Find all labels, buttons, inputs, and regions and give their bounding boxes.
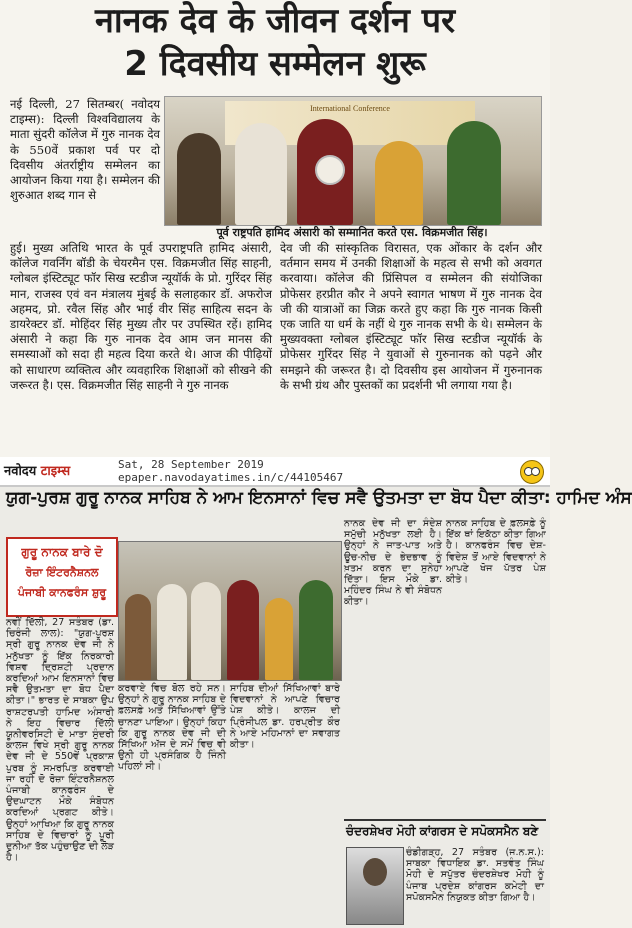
punjabi-column-5: ਨਾਨਕ ਸਾਹਿਬ ਦੇ ਫ਼ਲਸਫ਼ੇ ਨੂੰ ਇੱਕ ਥਾਂ ਇਕੱਠਾ ਕੀਤਾ ਗਿਆ ਹੈ। ਕਾਨਫਰੰਸ ਵਿਚ ਦੇਸ਼-ਵਿਦੇਸ਼ ਤੋਂ ਆਏ ਵਿਦਵਾਨਾਂ ਨੇ ਆਪਣੇ ਖੋਜ ਪੱਤਰ ਪੇਸ਼ ਕੀਤੇ। xyxy=(446,518,546,586)
subheading-line-3: ਪੰਜਾਬੀ ਕਾਨਫਰੰਸ ਸ਼ੁਰੂ xyxy=(17,586,107,599)
person-figure xyxy=(375,141,423,225)
epaper-stamp xyxy=(118,458,343,484)
person-figure xyxy=(191,582,221,680)
punjabi-column-1: ਨਵੀਂ ਦਿੱਲੀ, 27 ਸਤੰਬਰ (ਡਾ. ਚਿਰੰਜੀ ਲਾਲ): "ਯੁਗ-ਪੁਰਸ਼ ਸ੍ਰੀ ਗੁਰੂ ਨਾਨਕ ਦੇਵ ਜੀ ਨੇ ਮਨੁੱਖਤਾ ਨੂੰ ਇੱਕ ਨਿਰਕਾਰੀ ਵਿਸ਼ਵ ਦ੍ਰਿਸ਼ਟੀ ਪ੍ਰਦਾਨ ਕਰਦਿਆਂ ਆਮ ਇਨਸਾਨਾਂ ਵਿਚ ਸਵੈ ਉਤਮਤਾ ਦਾ ਬੋਧ ਪੈਦਾ ਕੀਤਾ।" ਭਾਰਤ ਦੇ ਸਾਬਕਾ ਉਪ ਰਾਸ਼ਟਰਪਤੀ ਹਾਮਿਦ ਅੰਸਾਰੀ ਨੇ ਇਹ ਵਿਚਾਰ ਦਿੱਲੀ ਯੂਨੀਵਰਸਿਟੀ ਦੇ ਮਾਤਾ ਸੁੰਦਰੀ ਕਾਲਜ ਵਿਖੇ ਸ੍ਰੀ ਗੁਰੂ ਨਾਨਕ ਦੇਵ ਜੀ ਦੇ 550ਵੇਂ ਪ੍ਰਕਾਸ਼ ਪੁਰਬ ਨੂੰ ਸਮਰਪਿਤ ਕਰਵਾਈ ਜਾ ਰਹੀ ਦੋ ਰੋਜ਼ਾ ਇੰਟਰਨੈਸ਼ਨਲ ਪੰਜਾਬੀ ਕਾਨਫਰੰਸ ਦੇ ਉਦਘਾਟਨ ਮੌਕੇ ਸੰਬੋਧਨ ਕਰਦਿਆਂ ਪ੍ਰਗਟ ਕੀਤੇ। ਉਨ੍ਹਾਂ ਆਖਿਆ ਕਿ ਗੁਰੂ ਨਾਨਕ ਸਾਹਿਬ ਦੇ ਵਿਚਾਰਾਂ ਨੂੰ ਪੂਰੀ ਦੁਨੀਆ ਤੱਕ ਪਹੁੰਚਾਉਣ ਦੀ ਲੋੜ ਹੈ। xyxy=(6,617,114,864)
punjabi-headline: ਯੁਗ-ਪੁਰਸ਼ ਗੁਰੂ ਨਾਨਕ ਸਾਹਿਬ ਨੇ ਆਮ ਇਨਸਾਨਾਂ ਵਿਚ ਸਵੈ ਉਤਮਤਾ ਦਾ ਬੋਧ ਪੈਦਾ ਕੀਤਾ: ਹਾਮਿਦ ਅੰਸ xyxy=(6,488,632,508)
subheading-line-2: ਰੋਜ਼ਾ ਇੰਟਰਨੈਸ਼ਨਲ xyxy=(25,566,99,579)
subheading-box xyxy=(6,537,118,617)
punjabi-column-2: ਕਰਵਾਏ ਵਿਚ ਬੋਲ ਰਹੇ ਸਨ। ਉਨ੍ਹਾਂ ਨੇ ਗੁਰੂ ਨਾਨਕ ਸਾਹਿਬ ਦੇ ਫ਼ਲਸਫ਼ੇ ਅਤੇ ਸਿੱਖਿਆਵਾਂ ਉੱਤੇ ਚਾਨਣਾ ਪਾਇਆ। ਉਨ੍ਹਾਂ ਕਿਹਾ ਕਿ ਗੁਰੂ ਨਾਨਕ ਦੇਵ ਜੀ ਦੀ ਸਿੱਖਿਆ ਅੱਜ ਦੇ ਸਮੇਂ ਵਿਚ ਵੀ ਉਨੀ ਹੀ ਪ੍ਰਸੰਗਿਕ ਹੈ ਜਿੰਨੀ ਪਹਿਲਾਂ ਸੀ। xyxy=(118,683,226,773)
article-dateline-paragraph: नई दिल्ली, 27 सितम्बर( नवोदय टाइम्स): दिल्ली विश्वविद्यालय के माता सुंदरी कॉलेज में गुरु नानक देव के 550वें प्रकाश पर्व पर दो दिवसीय अंतर्राष्ट्रीय सम्मेलन का आयोजन किया गया है। सम्मेलन की शुरुआत शब्द गान से xyxy=(10,97,160,203)
person-figure xyxy=(227,580,259,680)
logo-part-2: टाइम्स xyxy=(40,464,71,479)
photo-caption: पूर्व राष्ट्रपति हामिद अंसारी को सम्मानित करते एस. विक्रमजीत सिंह। xyxy=(216,226,488,239)
side-news-headline: ਚੰਦਰਸ਼ੇਖਰ ਮੋਹੀ ਕਾਂਗਰਸ ਦੇ ਸਪੋਕਸਮੈਨ ਬਣੇ xyxy=(346,824,539,838)
banner-text: International Conference xyxy=(310,104,390,113)
person-figure xyxy=(299,580,333,680)
epaper-date: Sat, 28 September 2019 xyxy=(118,458,264,471)
punjabi-clipping xyxy=(0,457,632,928)
newspaper-logo xyxy=(4,461,70,479)
person-figure xyxy=(157,584,187,680)
person-figure xyxy=(447,121,501,225)
punjabi-column-3: ਸਾਹਿਬ ਦੀਆਂ ਸਿੱਖਿਆਵਾਂ ਬਾਰੇ ਵਿਦਵਾਨਾਂ ਨੇ ਆਪਣੇ ਵਿਚਾਰ ਪੇਸ਼ ਕੀਤੇ। ਕਾਲਜ ਦੀ ਪ੍ਰਿੰਸੀਪਲ ਡਾ. ਹਰਪ੍ਰੀਤ ਕੌਰ ਨੇ ਆਏ ਮਹਿਮਾਨਾਂ ਦਾ ਸਵਾਗਤ ਕੀਤਾ। xyxy=(230,683,340,751)
epaper-header-strip xyxy=(0,457,550,487)
headline-line-1: नानक देव के जीवन दर्शन पर xyxy=(95,1,455,41)
portrait-photo xyxy=(346,847,404,925)
person-figure xyxy=(177,133,221,225)
event-photo xyxy=(164,96,542,226)
article-column-left: हुई। मुख्य अतिथि भारत के पूर्व उपराष्ट्रपति हामिद अंसारी, कॉलेज गवर्निंग बॉडी के चेयरमैन एस. विक्रमजीत सिंह साहनी, ग्लोबल इंस्टिट्यूट फॉर सिख स्टडीज न्यूयॉर्क के प्रो. गुरिंदर सिंह मान, राजस्व एवं वन मंत्रालय मुंबई के सलाहकार डॉ. अफरोज अहमद, प्रो. रवैल सिंह और भाई वीर सिंह साहित्य सदन के डायरेक्टर डॉ. मोहिंदर सिंह मुख्य तौर पर उपस्थित रहें। हामिद अंसारी ने कहा कि गुरु नानक देव आम जन मानस की समस्याओं को सदा ही महत्व दिया करते थे। आज की पीढ़ियों को साधारण व्यक्तित्व और व्यवहारिक शिक्षाओं को सीखने की जरूरत है। एस. विक्रमजीत सिंह साहनी ने गुरु नानक xyxy=(10,241,272,392)
hindi-article xyxy=(0,0,550,457)
logo-part-1: नवोदय xyxy=(4,464,37,479)
article-headline xyxy=(8,0,542,84)
person-figure xyxy=(125,594,151,680)
epaper-url[interactable]: epaper.navodayatimes.in/c/44105467 xyxy=(118,471,344,484)
side-news-item xyxy=(344,819,546,927)
punjabi-event-photo xyxy=(118,541,342,681)
owl-mascot-icon xyxy=(520,460,544,484)
subheading-line-1: ਗੁਰੂ ਨਾਨਕ ਬਾਰੇ ਦੋ xyxy=(21,545,103,559)
memento-plaque xyxy=(315,155,345,185)
headline-line-2: 2 दिवसीय सम्मेलन शुरू xyxy=(124,44,426,84)
person-figure xyxy=(265,598,293,680)
article-column-right: देव जी की सांस्कृतिक विरासत, एक ओंकार के दर्शन और वर्तमान समय में उनकी शिक्षाओं के महत्व से सभी को अवगत करवाया। कॉलेज की प्रिंसिपल व सम्मेलन की संयोजिका प्रोफेसर हरप्रीत कौर ने अपने स्वागत भाषण में गुरु नानक देव जी की यात्राओं का जिक्र करते हुए कहा कि गुरु नानक किसी एक जाति या धर्म के नहीं थे गुरु नानक सभी के थे। सम्मेलन के मुख्यवक्ता ग्लोबल इंस्टिट्यूट फॉर सिख स्टडीज न्यूयॉर्क के प्रोफेसर गुरिंदर सिंह ने युवाओं से गुरुनानक को पढ़ने और समझने की जरूरत है। दो दिवसीय इस आयोजन में गुरुनानक के सभी ग्रंथ और पुस्तकों का प्रदर्शनी भी लगाया गया है। xyxy=(280,241,542,392)
person-figure xyxy=(235,123,287,225)
punjabi-column-4: ਨਾਨਕ ਦੇਵ ਜੀ ਦਾ ਸੰਦੇਸ਼ ਸਮੁੱਚੀ ਮਨੁੱਖਤਾ ਲਈ ਹੈ। ਉਨ੍ਹਾਂ ਨੇ ਜਾਤ-ਪਾਤ ਅਤੇ ਊਚ-ਨੀਚ ਦੇ ਭੇਦਭਾਵ ਨੂੰ ਖ਼ਤਮ ਕਰਨ ਦਾ ਸੁਨੇਹਾ ਦਿੱਤਾ। ਇਸ ਮੌਕੇ ਡਾ. ਮਹਿੰਦਰ ਸਿੰਘ ਨੇ ਵੀ ਸੰਬੋਧਨ ਕੀਤਾ। xyxy=(344,518,442,608)
side-news-text: ਚੰਡੀਗੜ੍ਹ, 27 ਸਤੰਬਰ (ਜ.ਨ.ਸ.): ਸਾਬਕਾ ਵਿਧਾਇਕ ਡਾ. ਸਤਵੰਤ ਸਿੰਘ ਮੋਹੀ ਦੇ ਸਪੁੱਤਰ ਚੰਦਰਸ਼ੇਖਰ ਮੋਹੀ ਨੂੰ ਪੰਜਾਬ ਪ੍ਰਦੇਸ਼ ਕਾਂਗਰਸ ਕਮੇਟੀ ਦਾ ਸਪੋਕਸਮੈਨ ਨਿਯੁਕਤ ਕੀਤਾ ਗਿਆ ਹੈ। xyxy=(406,847,544,903)
